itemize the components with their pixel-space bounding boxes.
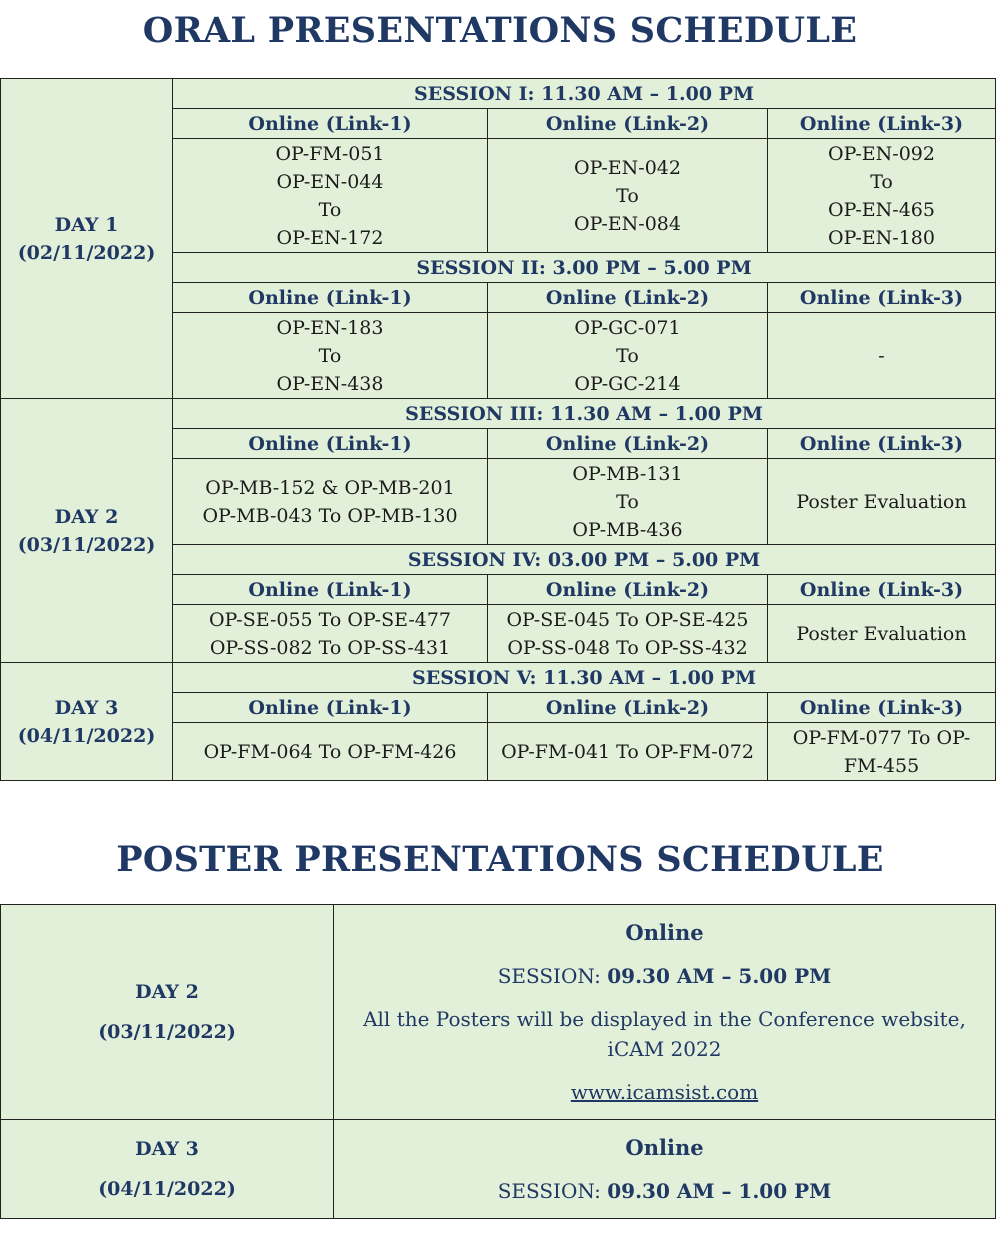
presentation-code: OP-EN-044 xyxy=(276,170,384,193)
website-link[interactable]: www.icamsist.com xyxy=(570,1079,759,1104)
link-header: Online (Link-1) xyxy=(173,109,488,139)
presentation-cell xyxy=(173,605,488,663)
presentation-cell xyxy=(488,459,768,545)
presentation-code: OP-GC-214 xyxy=(574,372,681,395)
poster-row xyxy=(1,905,996,1120)
presentation-code: OP-SS-082 To OP-SS-431 xyxy=(209,636,451,659)
presentation-code: Poster Evaluation xyxy=(796,622,967,645)
link-header: Online (Link-2) xyxy=(488,283,768,313)
presentation-code: To xyxy=(318,198,342,221)
presentation-code: To xyxy=(616,344,639,367)
day-cell xyxy=(1,663,173,781)
link-header: Online (Link-1) xyxy=(173,283,488,313)
poster-schedule-title: POSTER PRESENTATIONS SCHEDULE xyxy=(116,839,884,880)
session-time: 09.30 AM – 5.00 PM xyxy=(607,963,832,988)
session-time: 09.30 AM – 1.00 PM xyxy=(607,1178,832,1203)
link-header: Online (Link-1) xyxy=(173,575,488,605)
poster-day-cell xyxy=(1,905,334,1120)
presentation-code: OP-SE-045 To OP-SE-425 xyxy=(506,608,749,631)
poster-detail-cell xyxy=(334,905,996,1120)
session-header: SESSION III: 11.30 AM – 1.00 PM xyxy=(173,399,996,429)
link-header: Online (Link-3) xyxy=(768,693,996,723)
session-label: SESSION: xyxy=(497,1178,601,1203)
presentation-code: OP-SS-048 To OP-SS-432 xyxy=(507,636,748,659)
presentation-code: OP-MB-152 & OP-MB-201 xyxy=(205,476,455,499)
presentation-code: OP-FM-041 To OP-FM-072 xyxy=(501,740,754,763)
session-header-row xyxy=(1,399,996,429)
poster-detail-cell xyxy=(334,1120,996,1219)
presentation-code: OP-GC-071 xyxy=(574,316,681,339)
link-header: Online (Link-2) xyxy=(488,693,768,723)
presentation-code: Poster Evaluation xyxy=(796,490,967,513)
presentation-code: OP-EN-172 xyxy=(276,226,384,249)
link-header: Online (Link-3) xyxy=(768,283,996,313)
presentation-code: OP-EN-438 xyxy=(276,372,384,395)
day-label: DAY 1 xyxy=(54,213,119,236)
presentation-code: OP-MB-436 xyxy=(572,518,683,541)
presentation-cell xyxy=(173,139,488,253)
link-header: Online (Link-2) xyxy=(488,429,768,459)
session-header: SESSION I: 11.30 AM – 1.00 PM xyxy=(173,79,996,109)
spacer xyxy=(354,991,975,1004)
poster-row xyxy=(1,1120,996,1219)
spacer xyxy=(354,1163,975,1176)
presentation-code: FM-455 xyxy=(843,754,920,777)
day-cell xyxy=(1,399,173,663)
link-header: Online (Link-3) xyxy=(768,109,996,139)
session-header-row xyxy=(1,663,996,693)
presentation-cell xyxy=(768,723,996,781)
presentation-cell xyxy=(173,723,488,781)
day-date: (04/11/2022) xyxy=(98,1178,236,1200)
presentation-cell xyxy=(768,605,996,663)
day-label: DAY 3 xyxy=(135,1138,199,1160)
presentation-code: OP-FM-077 To OP- xyxy=(792,726,971,749)
session-header: SESSION II: 3.00 PM – 5.00 PM xyxy=(173,253,996,283)
day-label: DAY 2 xyxy=(54,505,119,528)
presentation-code: OP-SE-055 To OP-SE-477 xyxy=(208,608,452,631)
presentation-cell xyxy=(488,139,768,253)
link-header: Online (Link-2) xyxy=(488,575,768,605)
presentation-code: OP-EN-183 xyxy=(276,316,384,339)
presentation-code: OP-FM-051 xyxy=(275,142,385,165)
session-label: SESSION: xyxy=(497,963,601,988)
presentation-cell xyxy=(488,313,768,399)
presentation-code: To xyxy=(870,170,893,193)
poster-mode: Online xyxy=(625,1134,704,1160)
presentation-code: To xyxy=(318,344,342,367)
presentation-code: OP-EN-084 xyxy=(574,212,681,235)
presentation-cell xyxy=(173,313,488,399)
poster-day-cell xyxy=(1,1120,334,1219)
poster-schedule-table xyxy=(0,904,996,1219)
session-header: SESSION IV: 03.00 PM – 5.00 PM xyxy=(173,545,996,575)
day-label: DAY 2 xyxy=(135,981,199,1003)
link-header: Online (Link-2) xyxy=(488,109,768,139)
presentation-cell xyxy=(488,723,768,781)
presentation-cell xyxy=(768,313,996,399)
presentation-code: To xyxy=(616,490,639,513)
presentation-cell xyxy=(173,459,488,545)
poster-mode: Online xyxy=(625,919,704,945)
day-cell xyxy=(1,79,173,399)
presentation-cell xyxy=(768,139,996,253)
day-date: (02/11/2022) xyxy=(17,241,156,264)
presentation-code: OP-MB-131 xyxy=(572,462,683,485)
presentation-cell xyxy=(768,459,996,545)
day-date: (04/11/2022) xyxy=(17,724,156,747)
presentation-code: OP-EN-465 xyxy=(828,198,935,221)
presentation-code: To xyxy=(616,184,639,207)
presentation-code: - xyxy=(878,344,885,367)
spacer xyxy=(354,1064,975,1077)
link-header: Online (Link-1) xyxy=(173,693,488,723)
presentation-code: OP-MB-043 To OP-MB-130 xyxy=(202,504,458,527)
link-header: Online (Link-3) xyxy=(768,575,996,605)
poster-session xyxy=(354,1176,975,1206)
presentation-code: OP-FM-064 To OP-FM-426 xyxy=(203,740,457,763)
link-header: Online (Link-3) xyxy=(768,429,996,459)
presentation-code: OP-EN-180 xyxy=(828,226,935,249)
presentation-code: OP-EN-092 xyxy=(828,142,935,165)
link-header: Online (Link-1) xyxy=(173,429,488,459)
day-date: (03/11/2022) xyxy=(98,1021,236,1043)
presentation-cell xyxy=(488,605,768,663)
poster-note: All the Posters will be displayed in the Conference website, iCAM 2022 xyxy=(363,1006,966,1061)
day-label: DAY 3 xyxy=(54,696,119,719)
spacer xyxy=(354,948,975,961)
session-header-row xyxy=(1,79,996,109)
oral-schedule-table xyxy=(0,78,996,781)
poster-session xyxy=(354,961,975,991)
presentation-code: OP-EN-042 xyxy=(574,156,681,179)
session-header: SESSION V: 11.30 AM – 1.00 PM xyxy=(173,663,996,693)
oral-schedule-title: ORAL PRESENTATIONS SCHEDULE xyxy=(142,10,858,51)
day-date: (03/11/2022) xyxy=(17,533,156,556)
